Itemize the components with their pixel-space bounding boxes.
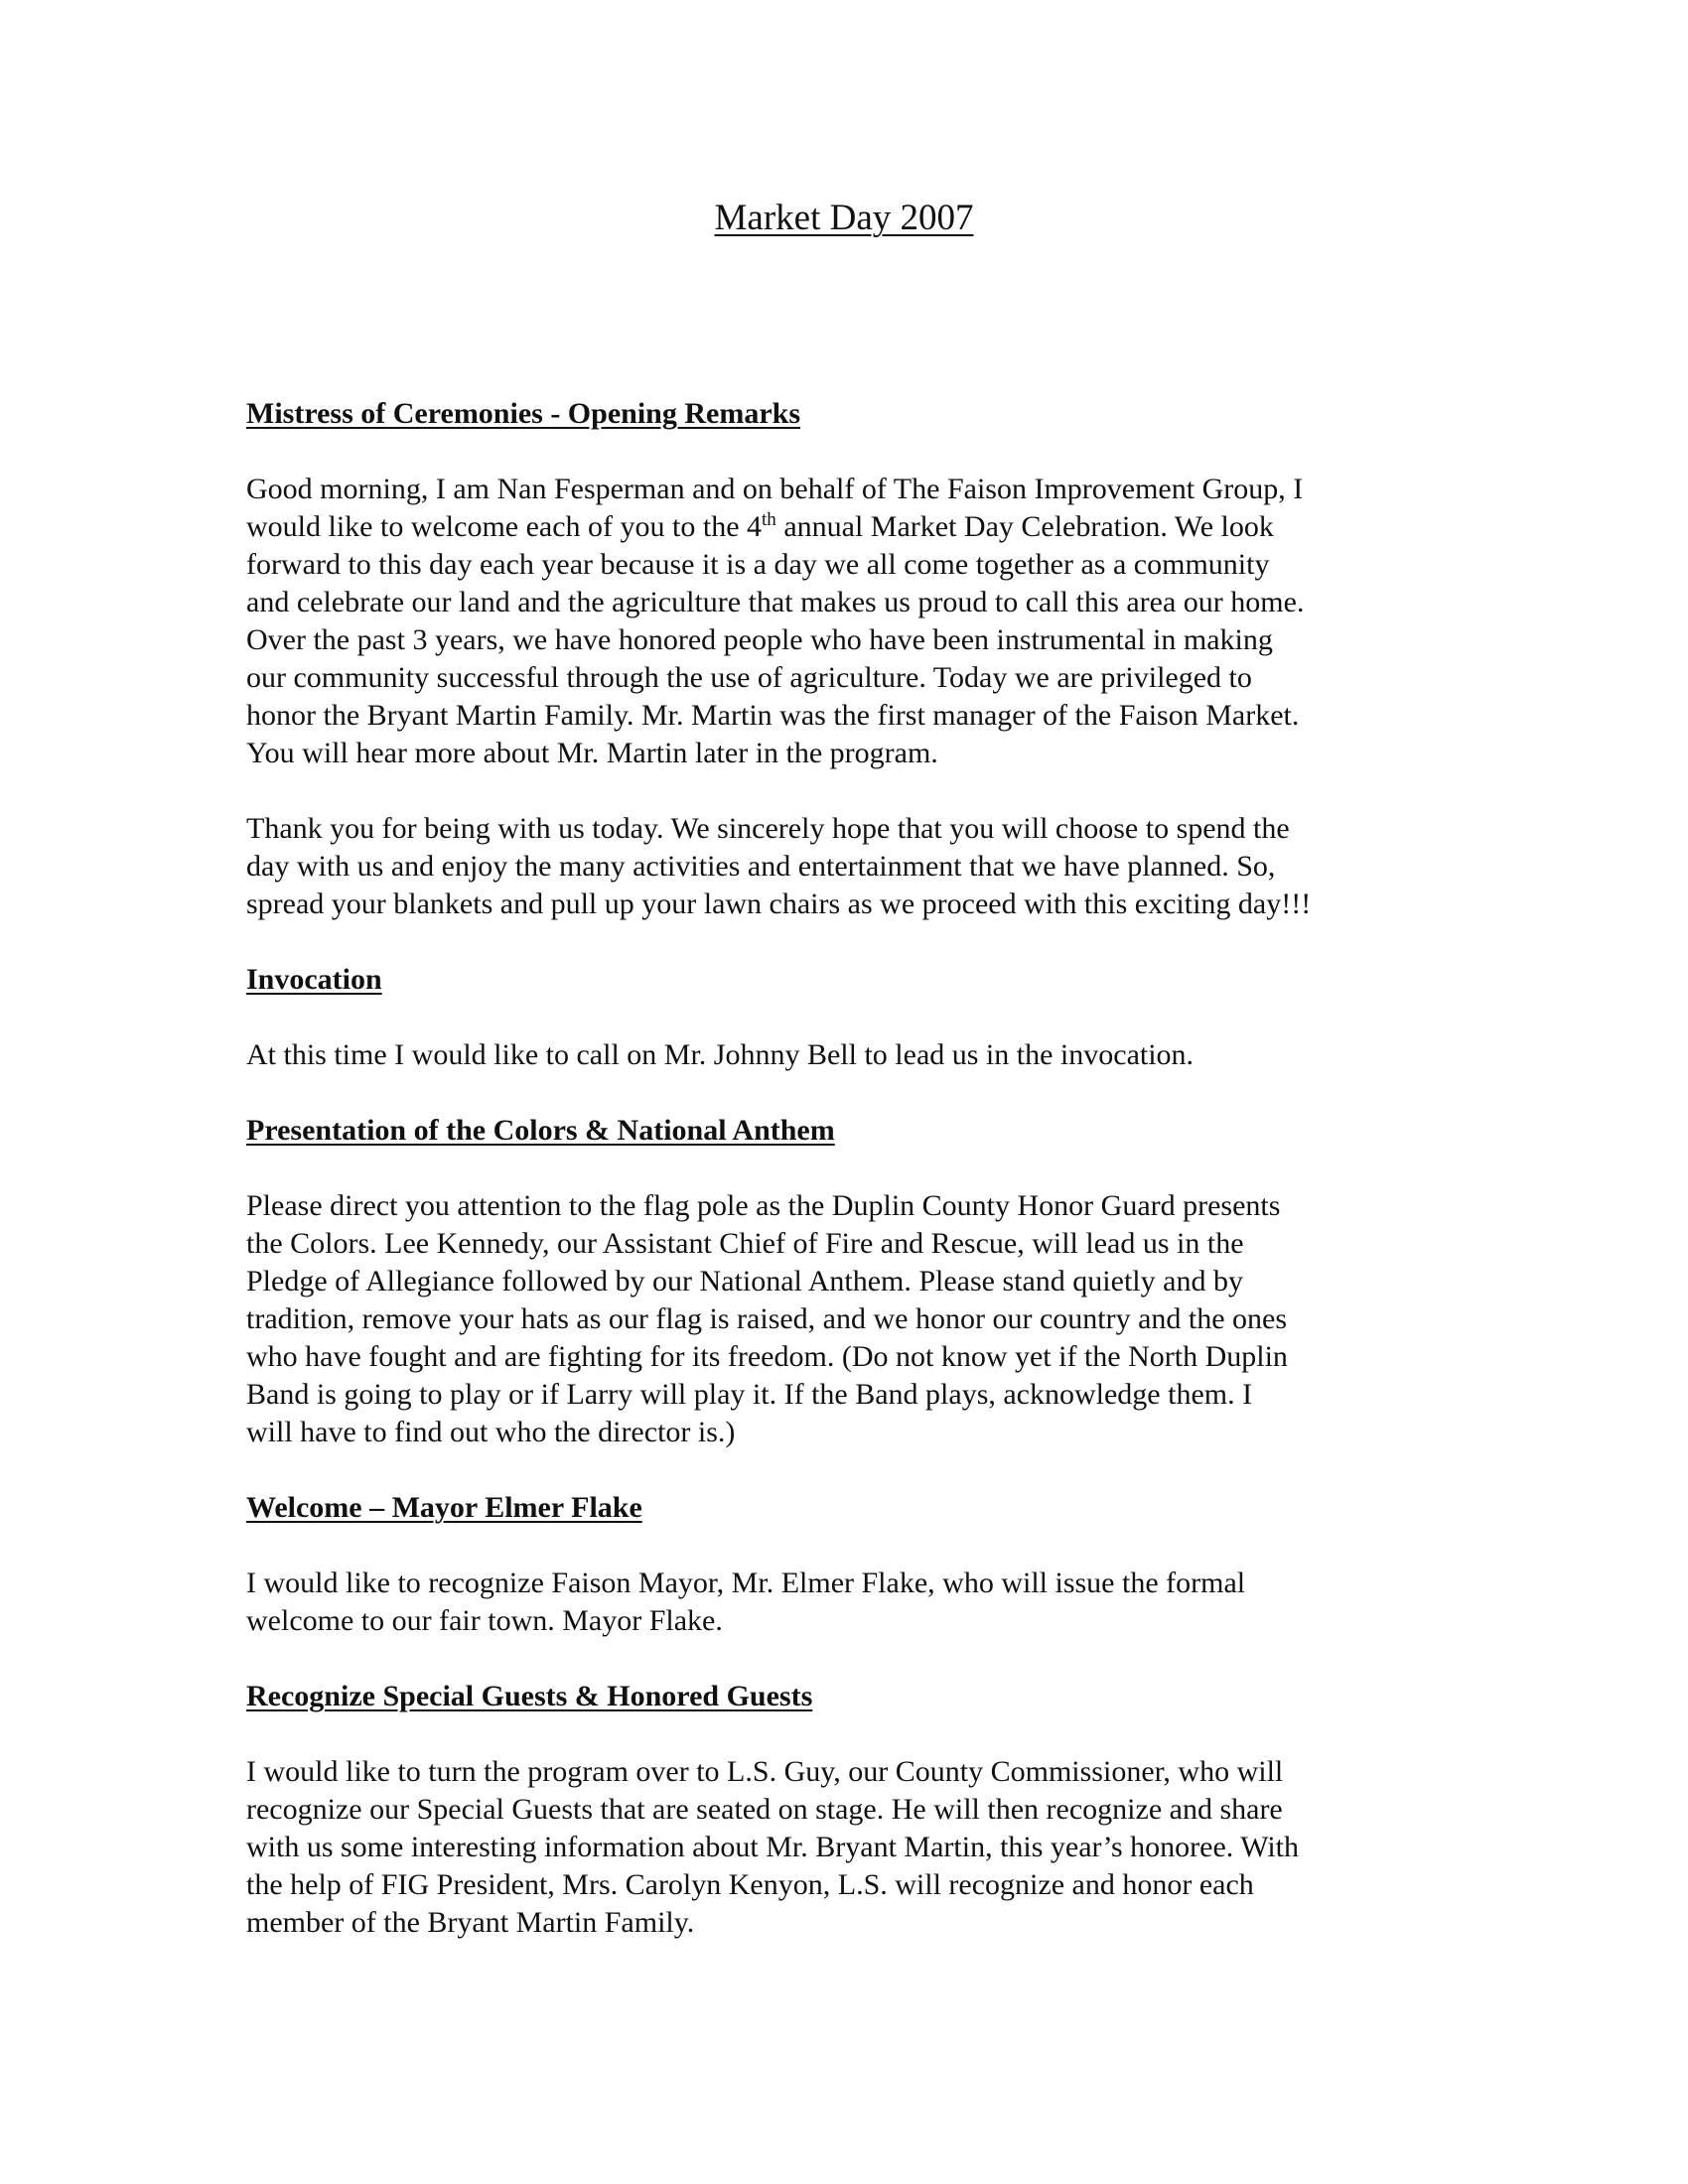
spacer [246, 1074, 1450, 1112]
text-line: Pledge of Allegiance followed by our National Anthem. Please stand quietly and by [246, 1265, 1243, 1297]
text-line: with us some interesting information about Mr. Bryant Martin, this year’s honoree. With [246, 1831, 1300, 1863]
text-line: welcome to our fair town. Mayor Flake. [246, 1604, 723, 1637]
text-line: who have fought and are fighting for its freedom. (Do not know yet if the North Duplin [246, 1340, 1288, 1373]
paragraph-opening-1 [246, 471, 1450, 772]
paragraph-welcome [246, 1565, 1450, 1640]
text-line: member of the Bryant Martin Family. [246, 1906, 695, 1939]
paragraph-guests [246, 1753, 1450, 1942]
text-line: Please direct you attention to the flag pole as the Duplin County Honor Guard presents [246, 1189, 1281, 1222]
text-line: the help of FIG President, Mrs. Carolyn Kenyon, L.S. will recognize and honor each [246, 1868, 1254, 1901]
section-heading-invocation: Invocation [246, 963, 382, 996]
spacer [246, 772, 1450, 810]
text-line: recognize our Special Guests that are seated on stage. He will then recognize and share [246, 1793, 1283, 1826]
text-line: You will hear more about Mr. Martin later in the program. [246, 737, 938, 769]
text-line: At this time I would like to call on Mr. Johnny Bell to lead us in the invocation. [246, 1038, 1195, 1071]
text-line: tradition, remove your hats as our flag is raised, and we honor our country and the ones [246, 1302, 1288, 1335]
text-line: our community successful through the use of agriculture. Today we are privileged to [246, 661, 1252, 694]
section-heading-opening: Mistress of Ceremonies - Opening Remarks [246, 397, 800, 430]
document-body [246, 395, 1450, 1942]
text-line: day with us and enjoy the many activities and entertainment that we have planned. So, [246, 850, 1276, 883]
section-heading-colors: Presentation of the Colors & National Anthem [246, 1114, 835, 1147]
section-heading-welcome: Welcome – Mayor Elmer Flake [246, 1491, 642, 1524]
paragraph-opening-2 [246, 810, 1450, 923]
text-line: spread your blankets and pull up your lawn chairs as we proceed with this exciting day!!! [246, 887, 1312, 920]
text-line: I would like to recognize Faison Mayor, Mr. Elmer Flake, who will issue the formal [246, 1567, 1246, 1599]
text-line: Band is going to play or if Larry will play it. If the Band plays, acknowledge them. I [246, 1378, 1253, 1411]
paragraph-colors [246, 1187, 1450, 1451]
spacer [246, 1451, 1450, 1489]
spacer [246, 1715, 1450, 1753]
spacer [246, 1640, 1450, 1678]
spacer [246, 923, 1450, 961]
text-line: would like to welcome each of you to the 4th annual Market Day Celebration. We look [246, 509, 1274, 543]
text-line: Good morning, I am Nan Fesperman and on behalf of The Faison Improvement Group, I [246, 473, 1304, 505]
spacer [246, 999, 1450, 1036]
text-line: will have to find out who the director is.) [246, 1416, 736, 1448]
text-line: Thank you for being with us today. We sincerely hope that you will choose to spend the [246, 812, 1290, 845]
spacer [246, 433, 1450, 471]
spacer [246, 1527, 1450, 1565]
spacer [246, 1150, 1450, 1187]
paragraph-invocation [246, 1036, 1450, 1074]
section-heading-guests: Recognize Special Guests & Honored Guests [246, 1680, 813, 1712]
text-line: and celebrate our land and the agriculture that makes us proud to call this area our home. [246, 586, 1305, 618]
text-line: forward to this day each year because it is a day we all come together as a community [246, 548, 1270, 581]
document-title: Market Day 2007 [714, 198, 974, 238]
text-line: honor the Bryant Martin Family. Mr. Martin was the first manager of the Faison Market. [246, 699, 1300, 732]
text-line: Over the past 3 years, we have honored people who have been instrumental in making [246, 623, 1273, 656]
text-line: the Colors. Lee Kennedy, our Assistant Chief of Fire and Rescue, will lead us in the [246, 1227, 1244, 1260]
text-line: I would like to turn the program over to L.S. Guy, our County Commissioner, who will [246, 1755, 1284, 1788]
superscript: th [762, 509, 776, 530]
